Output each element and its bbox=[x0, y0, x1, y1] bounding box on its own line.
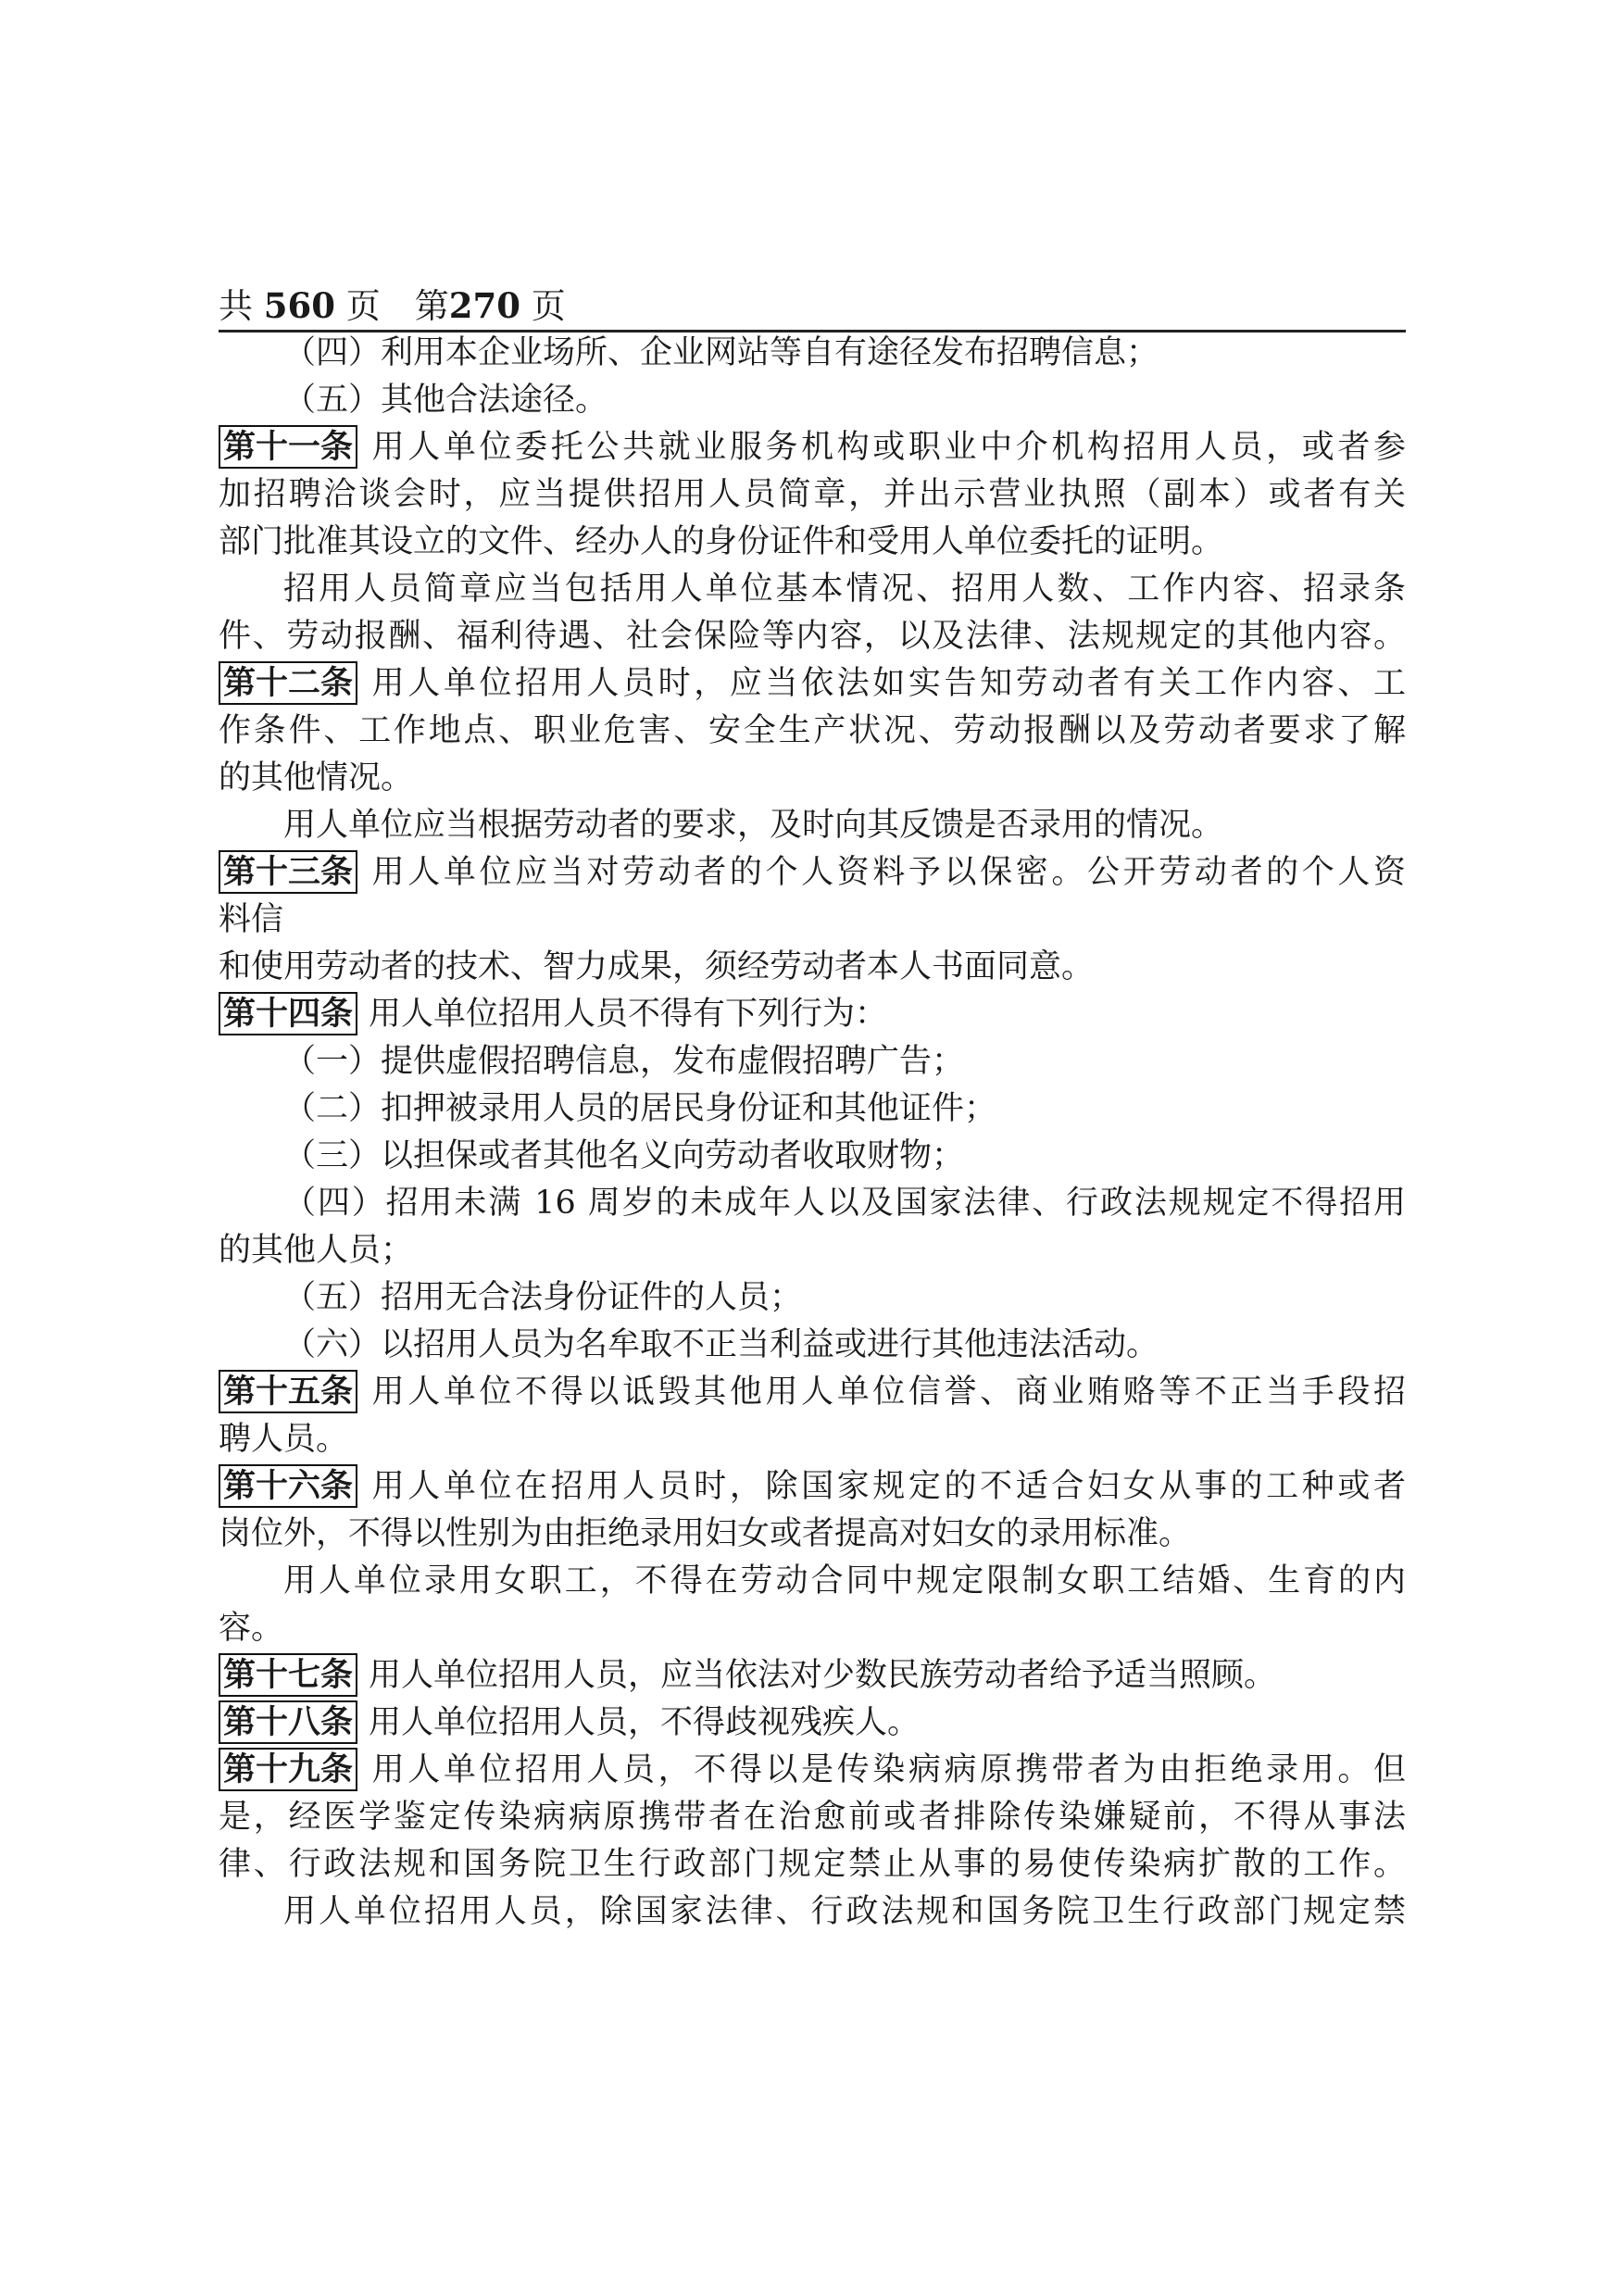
article-tag: 第十二条 bbox=[219, 661, 357, 705]
text-line: （一）提供虚假招聘信息，发布虚假招聘广告； bbox=[283, 1043, 965, 1080]
text-run: 用人单位在招用人员时，除国家规定的不适合妇女从事的工种或者 bbox=[369, 1468, 1406, 1505]
document-body bbox=[219, 330, 1406, 1936]
article-tag: 第十一条 bbox=[219, 425, 357, 469]
article-tag: 第十六条 bbox=[219, 1464, 357, 1508]
current-page-suffix: 页 bbox=[520, 286, 566, 326]
page-header bbox=[219, 282, 1406, 332]
text-line: 的其他人员； bbox=[219, 1232, 414, 1269]
total-pages-prefix: 共 bbox=[219, 286, 264, 326]
text-line: 料信 bbox=[219, 901, 284, 938]
text-line: 招用人员简章应当包括用人单位基本情况、招用人数、工作内容、招录条 bbox=[283, 571, 1406, 608]
text-line: （六）以招用人员为名牟取不正当利益或进行其他违法活动。 bbox=[283, 1326, 1159, 1363]
text-run: 用人单位委托公共就业服务机构或职业中介机构招用人员，或者参 bbox=[369, 429, 1406, 466]
article-tag: 第十四条 bbox=[219, 992, 357, 1035]
text-line: 律、行政法规和国务院卫生行政部门规定禁止从事的易使传染病扩散的工作。 bbox=[219, 1846, 1406, 1883]
text-line: 用人单位招用人员，除国家法律、行政法规和国务院卫生行政部门规定禁 bbox=[283, 1893, 1406, 1930]
text-line: 用人单位应当根据劳动者的要求，及时向其反馈是否录用的情况。 bbox=[283, 807, 1224, 844]
article-17-line bbox=[219, 1652, 1406, 1700]
article-tag: 第十九条 bbox=[219, 1748, 357, 1791]
text-line: 是，经医学鉴定传染病病原携带者在治愈前或者排除传染嫌疑前，不得从事法 bbox=[219, 1799, 1406, 1836]
text-line: 的其他情况。 bbox=[219, 759, 414, 797]
article-tag: 第十七条 bbox=[219, 1653, 357, 1697]
text-line: （四）招用未满 16 周岁的未成年人以及国家法律、行政法规规定不得招用 bbox=[283, 1185, 1406, 1222]
total-pages: 560 bbox=[263, 285, 335, 326]
text-line: 用人单位录用女职工，不得在劳动合同中规定限制女职工结婚、生育的内 bbox=[283, 1562, 1406, 1600]
text-line: 部门批准其设立的文件、经办人的身份证件和受用人单位委托的证明。 bbox=[219, 523, 1224, 560]
article-14-line bbox=[219, 991, 1406, 1038]
text-line: （三）以担保或者其他名义向劳动者收取财物； bbox=[283, 1137, 965, 1174]
article-tag: 第十八条 bbox=[219, 1700, 357, 1744]
article-19-line bbox=[219, 1747, 1406, 1794]
text-line: （二）扣押被录用人员的居民身份证和其他证件； bbox=[283, 1090, 997, 1127]
article-tag: 第十三条 bbox=[219, 850, 357, 894]
article-18-line bbox=[219, 1700, 1406, 1747]
text-line: 聘人员。 bbox=[219, 1421, 349, 1458]
text-line: （五）招用无合法身份证件的人员； bbox=[283, 1279, 803, 1316]
text-run: 用人单位应当对劳动者的个人资料予以保密。公开劳动者的个人资 bbox=[369, 854, 1406, 891]
text-line: 件、劳动报酬、福利待遇、社会保险等内容，以及法律、法规规定的其他内容。 bbox=[219, 618, 1406, 655]
text-run: 用人单位不得以诋毁其他用人单位信誉、商业贿赂等不正当手段招 bbox=[369, 1374, 1406, 1411]
text-run: 用人单位招用人员，不得歧视残疾人。 bbox=[369, 1704, 921, 1741]
current-page: 270 bbox=[448, 285, 520, 326]
article-15-line bbox=[219, 1369, 1406, 1416]
article-16-line bbox=[219, 1463, 1406, 1511]
text-line: 作条件、工作地点、职业危害、安全生产状况、劳动报酬以及劳动者要求了解 bbox=[219, 712, 1406, 749]
text-run: 用人单位招用人员，不得以是传染病病原携带者为由拒绝录用。但 bbox=[369, 1751, 1406, 1788]
text-line: （四）利用本企业场所、企业网站等自有途径发布招聘信息； bbox=[283, 334, 1159, 371]
text-line: 容。 bbox=[219, 1610, 284, 1647]
total-pages-suffix: 页 第 bbox=[335, 286, 449, 326]
article-13-line bbox=[219, 849, 1406, 897]
text-line: 岗位外，不得以性别为由拒绝录用妇女或者提高对妇女的录用标准。 bbox=[219, 1515, 1192, 1552]
article-tag: 第十五条 bbox=[219, 1370, 357, 1413]
text-line: 和使用劳动者的技术、智力成果，须经劳动者本人书面同意。 bbox=[219, 948, 1095, 985]
text-run: 用人单位招用人员，应当依法对少数民族劳动者给予适当照顾。 bbox=[369, 1657, 1277, 1694]
article-12-line bbox=[219, 660, 1406, 708]
text-line: （五）其他合法途径。 bbox=[283, 382, 608, 419]
text-line: 加招聘洽谈会时，应当提供招用人员简章，并出示营业执照（副本）或者有关 bbox=[219, 476, 1406, 513]
text-run: 用人单位招用人员不得有下列行为： bbox=[369, 996, 888, 1033]
text-run: 用人单位招用人员时，应当依法如实告知劳动者有关工作内容、工 bbox=[369, 665, 1406, 702]
article-11-line bbox=[219, 424, 1406, 471]
